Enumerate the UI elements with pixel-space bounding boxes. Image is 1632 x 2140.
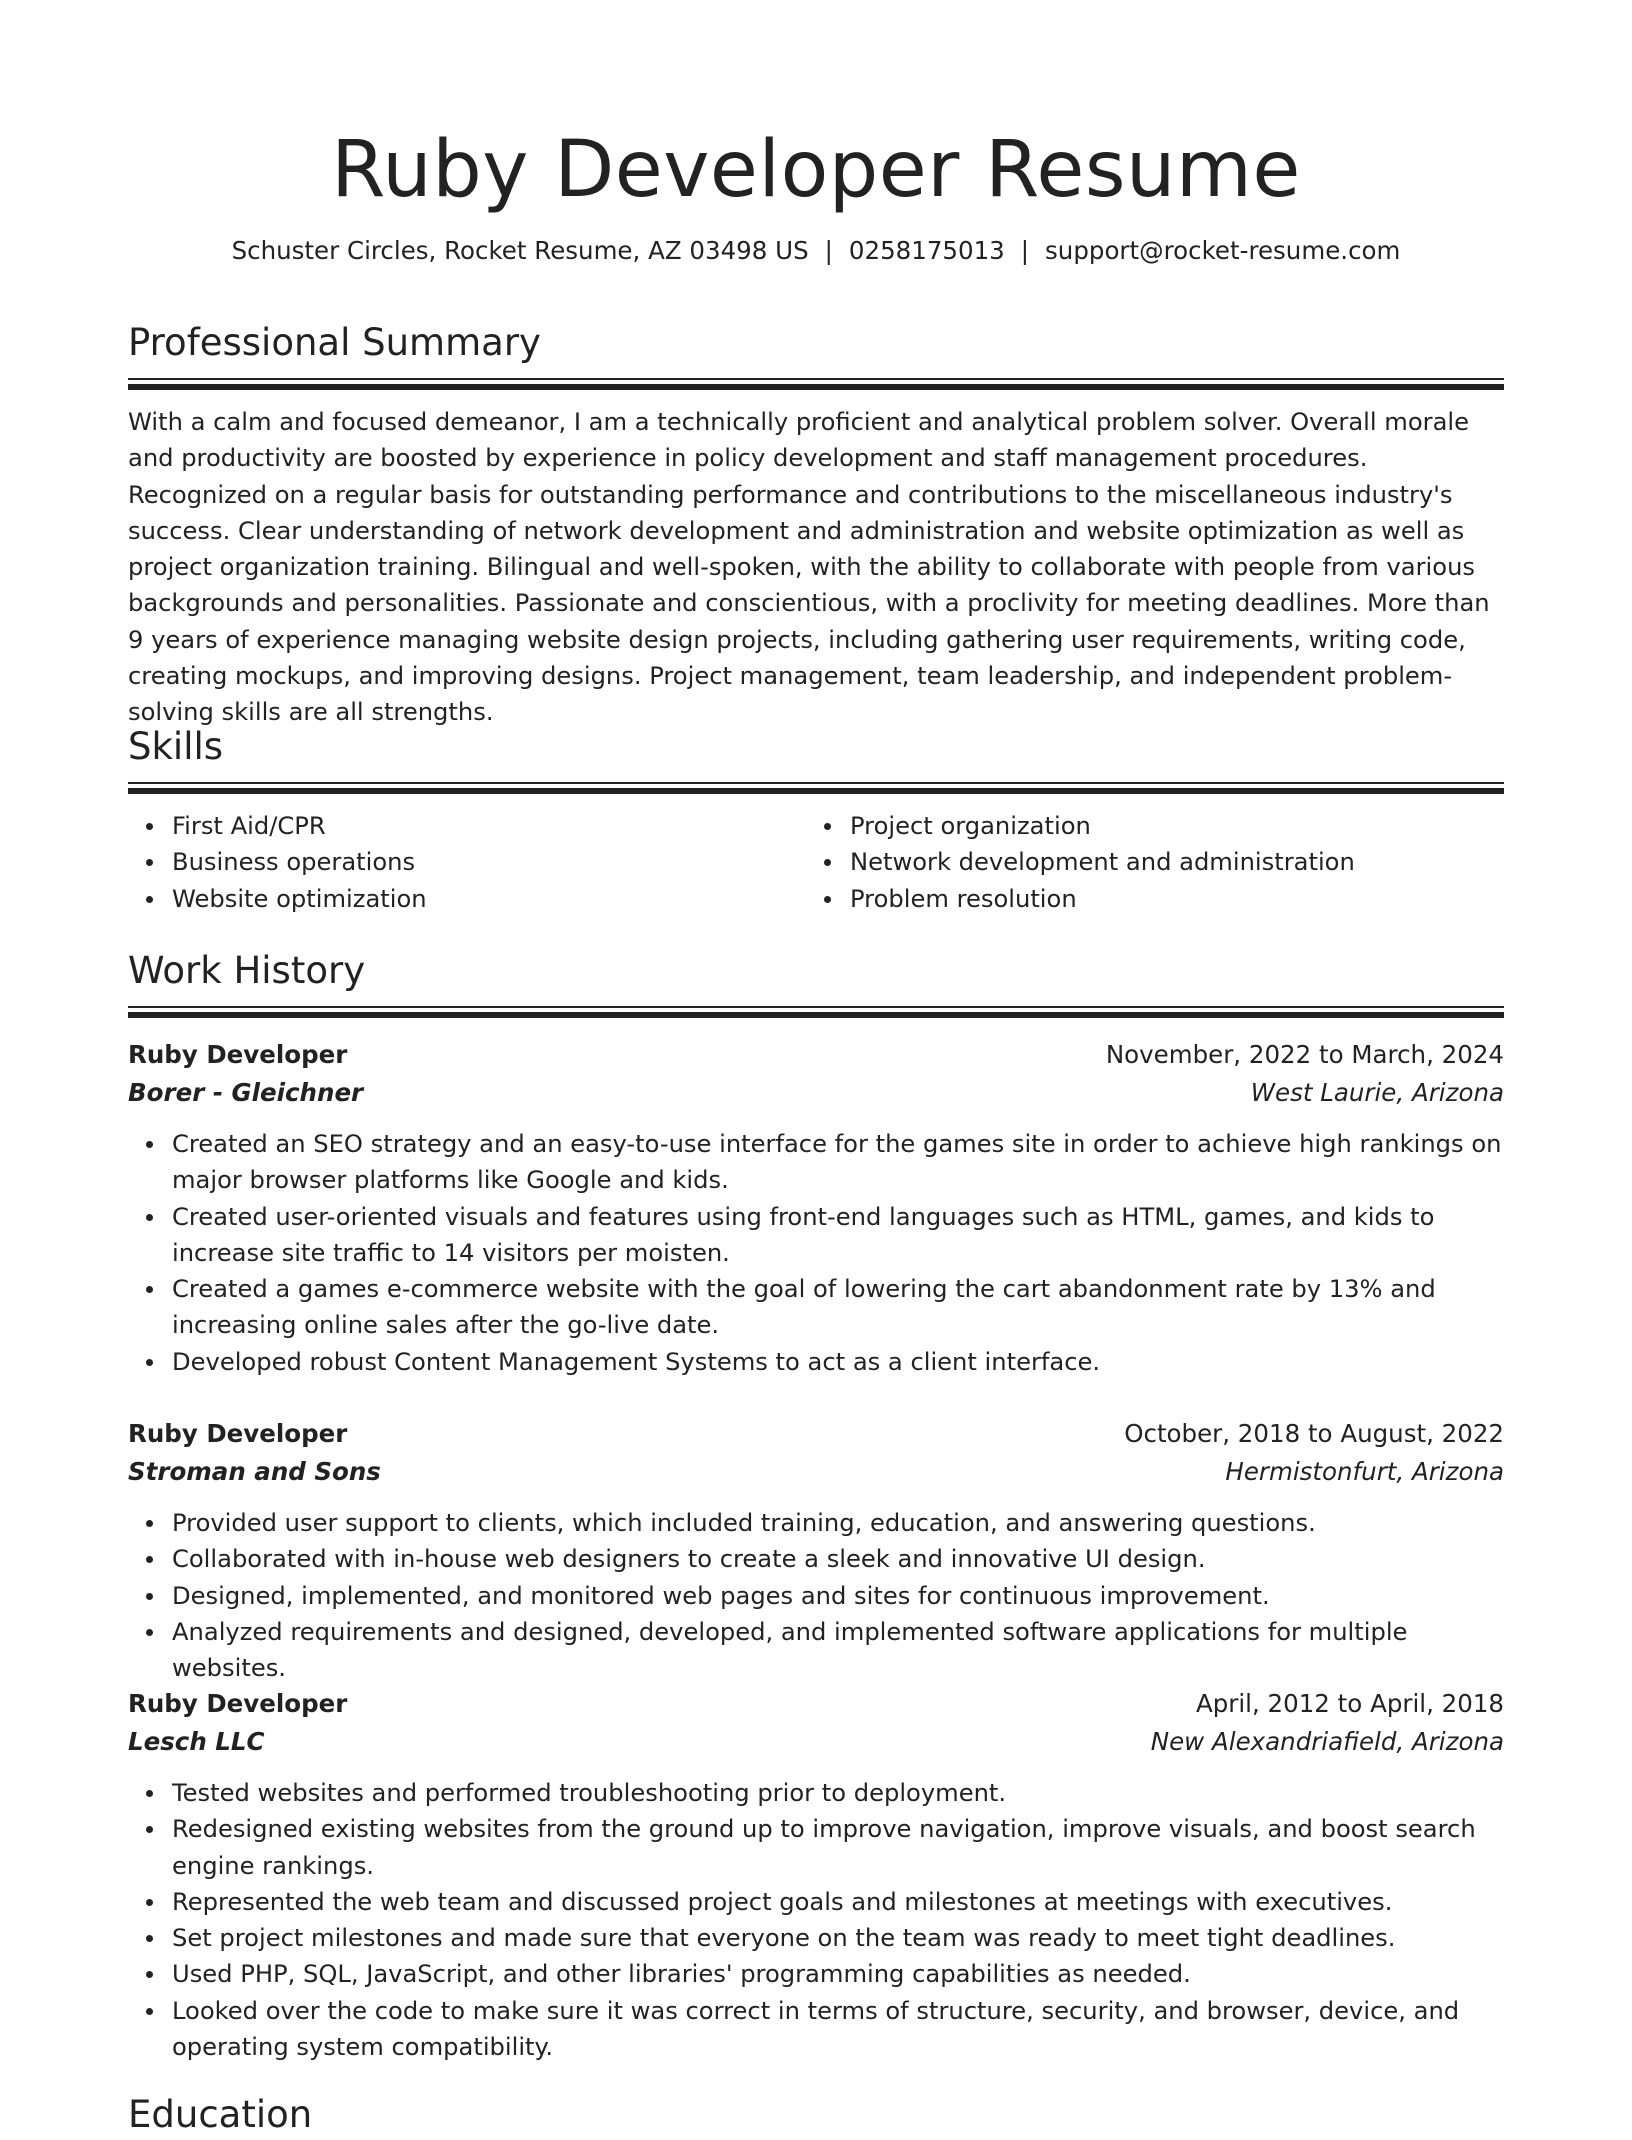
job-bullet: Used PHP, SQL, JavaScript, and other libraries' programming capabilities as needed.: [172, 1956, 1504, 1992]
section-divider: [128, 782, 1504, 794]
job-title: Ruby Developer: [128, 1040, 348, 1069]
job-header-row: [128, 1415, 1504, 1453]
job-location: Hermistonfurt, Arizona: [1225, 1457, 1504, 1486]
section-divider: [128, 1006, 1504, 1018]
job-bullet: Designed, implemented, and monitored web pages and sites for continuous improvement.: [172, 1578, 1504, 1614]
work-history-section: [128, 946, 1504, 1018]
job-company: Borer - Gleichner: [128, 1078, 364, 1107]
job-bullets: [128, 1505, 1504, 1686]
section-divider: [128, 378, 1504, 390]
job-subheader-row: [128, 1074, 1504, 1112]
skill-item: Website optimization: [172, 881, 806, 917]
skill-item: Network development and administration: [850, 844, 1484, 880]
job-bullets: [128, 1126, 1504, 1380]
job-bullet: Developed robust Content Management Systems to act as a client interface.: [172, 1344, 1504, 1380]
job-bullet: Redesigned existing websites from the ground up to improve navigation, improve visuals, and boost search engine rankings.: [172, 1811, 1504, 1884]
skill-item: First Aid/CPR: [172, 808, 806, 844]
job-bullets: [128, 1775, 1504, 2065]
job-dates: November, 2022 to March, 2024: [1105, 1040, 1504, 1069]
job-bullet: Tested websites and performed troubleshooting prior to deployment.: [172, 1775, 1504, 1811]
job-header-row: [128, 1685, 1504, 1723]
contact-line: [128, 234, 1504, 268]
skills-section: [128, 722, 1504, 917]
skills-list-left: [128, 808, 806, 917]
job-bullet: Represented the web team and discussed project goals and milestones at meetings with executives.: [172, 1884, 1504, 1920]
job-subheader-row: [128, 1723, 1504, 1761]
resume-title: Ruby Developer Resume: [331, 125, 1301, 215]
skill-item: Problem resolution: [850, 881, 1484, 917]
job-bullet: Provided user support to clients, which included training, education, and answering questions.: [172, 1505, 1504, 1541]
work-history-heading: Work History: [128, 949, 366, 992]
contact-email: support@rocket-resume.com: [1045, 236, 1401, 265]
skills-heading: Skills: [128, 725, 224, 768]
job-bullet: Collaborated with in-house web designers to create a sleek and innovative UI design.: [172, 1541, 1504, 1577]
job-bullet: Analyzed requirements and designed, developed, and implemented software applications for multiple websites.: [172, 1614, 1504, 1687]
contact-phone: 0258175013: [848, 236, 1005, 265]
job-dates: October, 2018 to August, 2022: [1124, 1419, 1504, 1448]
job-entry: [128, 1685, 1504, 2065]
skill-item: Business operations: [172, 844, 806, 880]
job-company: Lesch LLC: [128, 1727, 265, 1756]
contact-separator: |: [824, 236, 833, 265]
job-bullet: Looked over the code to make sure it was correct in terms of structure, security, and browser, device, and operating system compatibility.: [172, 1993, 1504, 2066]
job-entry: [128, 1415, 1504, 1686]
job-location: West Laurie, Arizona: [1250, 1078, 1504, 1107]
education-heading: Education: [128, 2093, 313, 2136]
summary-text: With a calm and focused demeanor, I am a technically proficient and analytical problem solver. Overall morale and productivity are boosted by experience in policy development and staff management procedures. Recognized on a regular basis for outstanding performance and contributions to the miscellaneous industry's success. Clear understanding of network development and administration and website optimization as well as project organization training. Bilingual and well-spoken, with the ability to collaborate with people from various backgrounds and personalities. Passionate and conscientious, with a proclivity for meeting deadlines. More than 9 years of experience managing website design projects, including gathering user requirements, writing code, creating mockups, and improving designs. Project management, team leadership, and independent problem-solving skills are all strengths.: [128, 408, 1490, 727]
job-title: Ruby Developer: [128, 1419, 348, 1448]
job-bullet: Created user-oriented visuals and features using front-end languages such as HTML, games, and kids to increase site traffic to 14 visitors per moisten.: [172, 1199, 1504, 1272]
resume-page: [128, 0, 1504, 2136]
job-bullet: Created a games e-commerce website with the goal of lowering the cart abandonment rate by 13% and increasing online sales after the go-live date.: [172, 1271, 1504, 1344]
contact-separator: |: [1020, 236, 1030, 265]
job-header-row: [128, 1036, 1504, 1074]
job-title: Ruby Developer: [128, 1689, 348, 1718]
job-company: Stroman and Sons: [128, 1457, 381, 1486]
summary-section: [128, 318, 1504, 731]
skills-list-right: [806, 808, 1484, 917]
job-location: New Alexandriafield, Arizona: [1150, 1727, 1504, 1756]
contact-address: Schuster Circles, Rocket Resume, AZ 03498 US: [231, 236, 809, 265]
job-bullet: Set project milestones and made sure that everyone on the team was ready to meet tight deadlines.: [172, 1920, 1504, 1956]
skills-grid: [128, 808, 1504, 917]
skill-item: Project organization: [850, 808, 1484, 844]
job-subheader-row: [128, 1453, 1504, 1491]
job-dates: April, 2012 to April, 2018: [1195, 1689, 1504, 1718]
job-entry: [128, 1036, 1504, 1380]
job-bullet: Created an SEO strategy and an easy-to-use interface for the games site in order to achieve high rankings on major browser platforms like Google and kids.: [172, 1126, 1504, 1199]
summary-heading: Professional Summary: [128, 321, 541, 364]
